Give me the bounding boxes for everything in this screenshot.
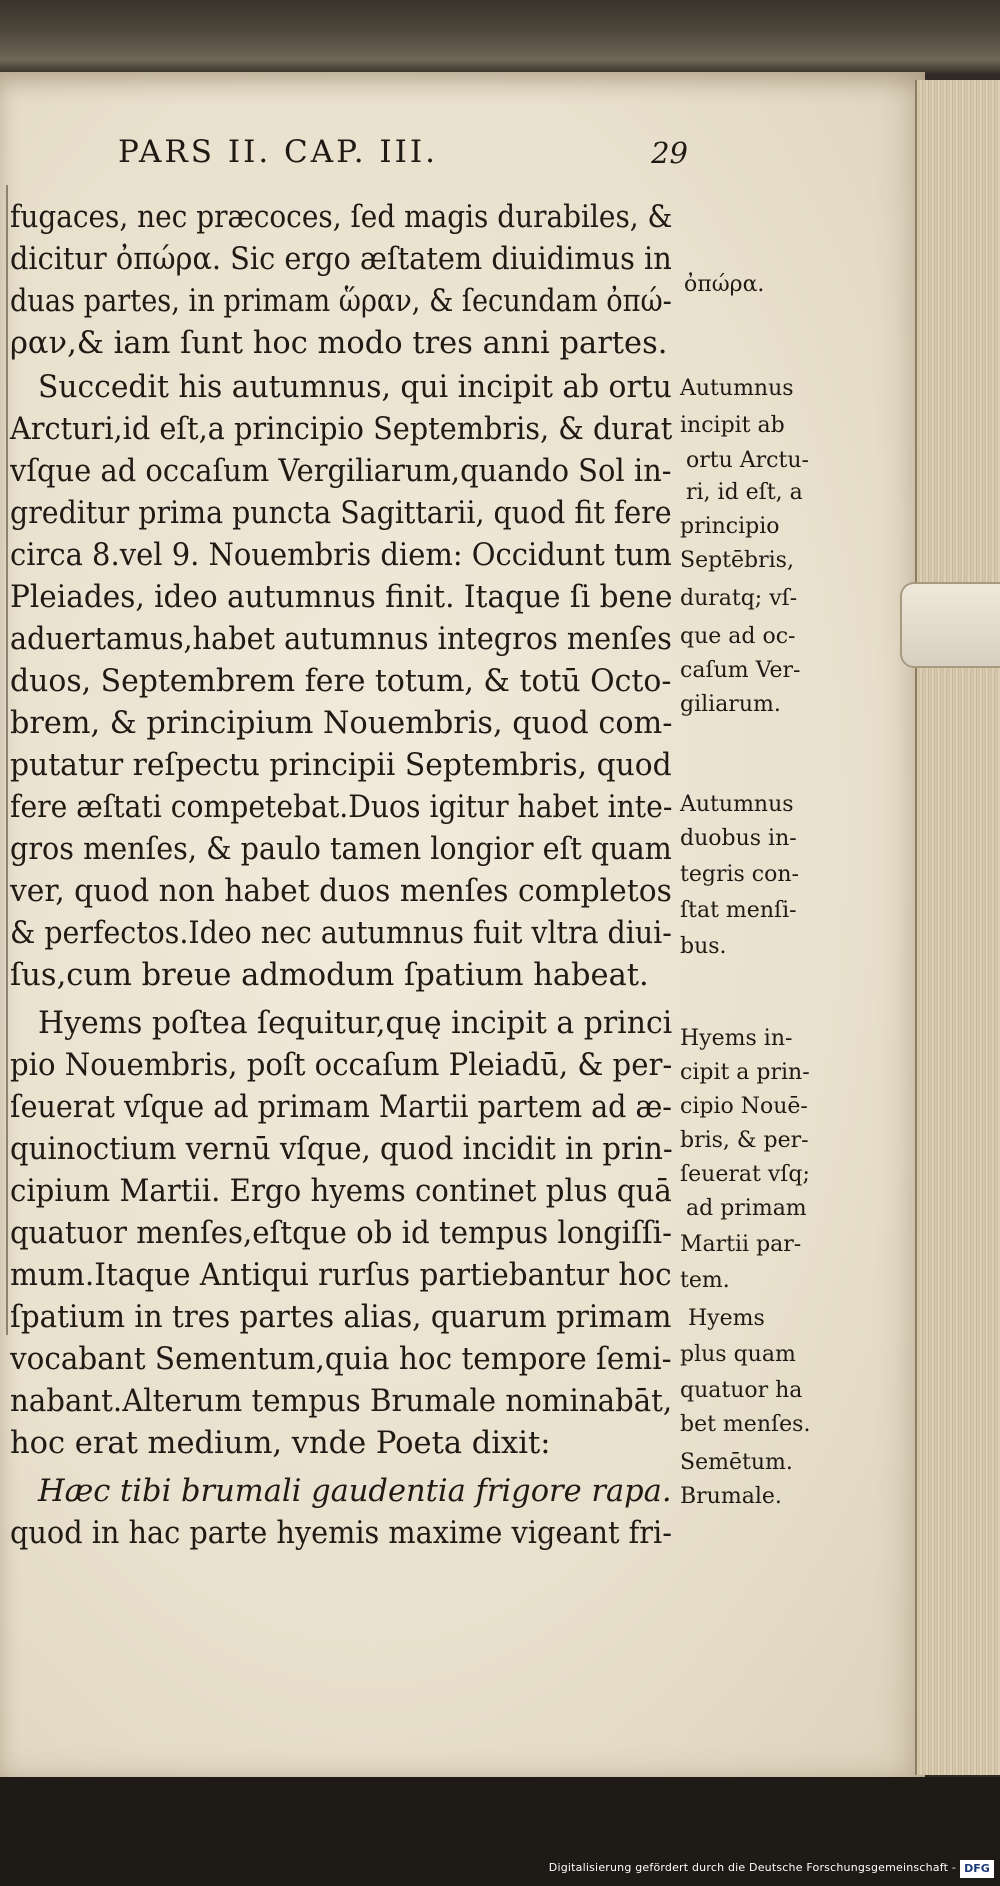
digitization-credit: Digitalisierung gefördert durch die Deutsche Forschungsgemeinschaft -	[548, 1861, 956, 1874]
text-line: duas partes, in primam ὥραν, & ſecundam ὀπώ-	[10, 284, 672, 319]
verse-quotation: Hæc tibi brumali gaudentia frigore rapa.	[38, 1474, 672, 1509]
page-number: 29	[651, 136, 688, 170]
margin-note: ὀπώρα.	[684, 272, 765, 297]
margin-note: Hyems in-	[680, 1026, 793, 1051]
text-line: fugaces, nec præcoces, ſed magis durabiles, &	[10, 200, 673, 235]
text-line: hoc erat medium, vnde Poeta dixit:	[10, 1426, 551, 1461]
left-margin-rule	[6, 185, 8, 1335]
text-line: gros menſes, & paulo tamen longior eſt quam	[10, 832, 672, 867]
page-edges	[915, 80, 1000, 1775]
text-line: ραν,& iam ſunt hoc modo tres anni partes.	[10, 326, 668, 361]
margin-note: cipio Nouē-	[680, 1094, 808, 1119]
margin-note: Septēbris,	[680, 548, 794, 573]
text-line: duos, Septembrem fere totum, & totū Octo-	[10, 664, 672, 699]
text-line: quatuor menſes,eſtque ob id tempus longiſſi-	[10, 1216, 672, 1251]
margin-note: giliarum.	[680, 692, 781, 717]
margin-note: que ad oc-	[680, 624, 796, 649]
margin-note: plus quam	[680, 1342, 796, 1367]
dfg-logo: DFG	[960, 1860, 994, 1878]
text-line: quod in hac parte hyemis maxime vigeant fri-	[10, 1516, 672, 1551]
margin-note: ri, id eſt, a	[686, 480, 803, 505]
margin-note: Brumale.	[680, 1484, 782, 1509]
text-line: cipium Martii. Ergo hyems continet plus quā	[10, 1174, 672, 1209]
text-line: pio Nouembris, poſt occaſum Pleiadū, & per-	[10, 1048, 673, 1083]
running-head	[118, 134, 688, 180]
text-line: mum.Itaque Antiqui rurſus partiebantur hoc	[10, 1258, 672, 1293]
text-line: fere æſtati competebat.Duos igitur habet inte-	[10, 790, 673, 825]
margin-note: Semētum.	[680, 1450, 793, 1475]
margin-note: ſtat menſi-	[680, 898, 797, 923]
margin-note: duobus in-	[680, 826, 797, 851]
text-line: Pleiades, ideo autumnus finit. Itaque ſi bene	[10, 580, 673, 615]
bookmark-tab	[900, 582, 1000, 668]
margin-note: Autumnus	[680, 792, 794, 817]
margin-note: caſum Ver-	[680, 658, 801, 683]
text-line: putatur reſpectu principii Septembris, quod	[10, 748, 672, 783]
margin-note: ſeuerat vſq;	[680, 1162, 810, 1187]
margin-note: Hyems	[688, 1306, 765, 1331]
margin-note: cipit a prin-	[680, 1060, 810, 1085]
margin-note: tem.	[680, 1268, 730, 1293]
text-line: greditur prima puncta Sagittarii, quod fit fere	[10, 496, 672, 531]
text-line: ſus,cum breue admodum ſpatium habeat.	[10, 958, 649, 993]
margin-note: bet menſes.	[680, 1412, 811, 1437]
margin-note: tegris con-	[680, 862, 799, 887]
text-line: Hyems poſtea ſequitur,quę incipit a princi	[38, 1006, 673, 1041]
margin-note: ad primam	[686, 1196, 807, 1221]
text-line: vſque ad occaſum Vergiliarum,quando Sol in-	[10, 454, 672, 489]
margin-note: bris, & per-	[680, 1128, 809, 1153]
margin-note: quatuor ha	[680, 1378, 803, 1403]
margin-note: Martii par-	[680, 1232, 802, 1257]
text-line: Succedit his autumnus, qui incipit ab ortu	[38, 370, 672, 405]
margin-note: principio	[680, 514, 780, 539]
margin-note: ortu Arctu-	[686, 448, 809, 473]
text-line: ſeuerat vſque ad primam Martii partem ad æ-	[10, 1090, 672, 1125]
text-line: aduertamus,habet autumnus integros menſes	[10, 622, 672, 657]
margin-note: duratq; vſ-	[680, 586, 798, 611]
running-title: PARS II. CAP. III.	[118, 134, 439, 170]
text-line: & perfectos.Ideo nec autumnus fuit vltra diui-	[10, 916, 672, 951]
margin-note: Autumnus	[680, 376, 794, 401]
text-line: nabant.Alterum tempus Brumale nominabāt,	[10, 1384, 673, 1419]
text-line: circa 8.vel 9. Nouembris diem: Occidunt tum	[10, 538, 672, 573]
text-line: Arcturi,id eſt,a principio Septembris, & durat	[10, 412, 673, 447]
margin-note: incipit ab	[680, 413, 785, 438]
text-line: ver, quod non habet duos menſes completos	[10, 874, 672, 909]
text-line: vocabant Sementum,quia hoc tempore ſemi-	[10, 1342, 672, 1377]
text-line: quinoctium vernū vſque, quod incidit in prin-	[10, 1132, 673, 1167]
text-line: brem, & principium Nouembris, quod com-	[10, 706, 673, 741]
text-line: ſpatium in tres partes alias, quarum primam	[10, 1300, 672, 1335]
scan-footer-bar	[0, 1777, 1000, 1886]
margin-note: bus.	[680, 934, 727, 959]
text-line: dicitur ὀπώρα. Sic ergo æſtatem diuidimus in	[10, 242, 672, 277]
